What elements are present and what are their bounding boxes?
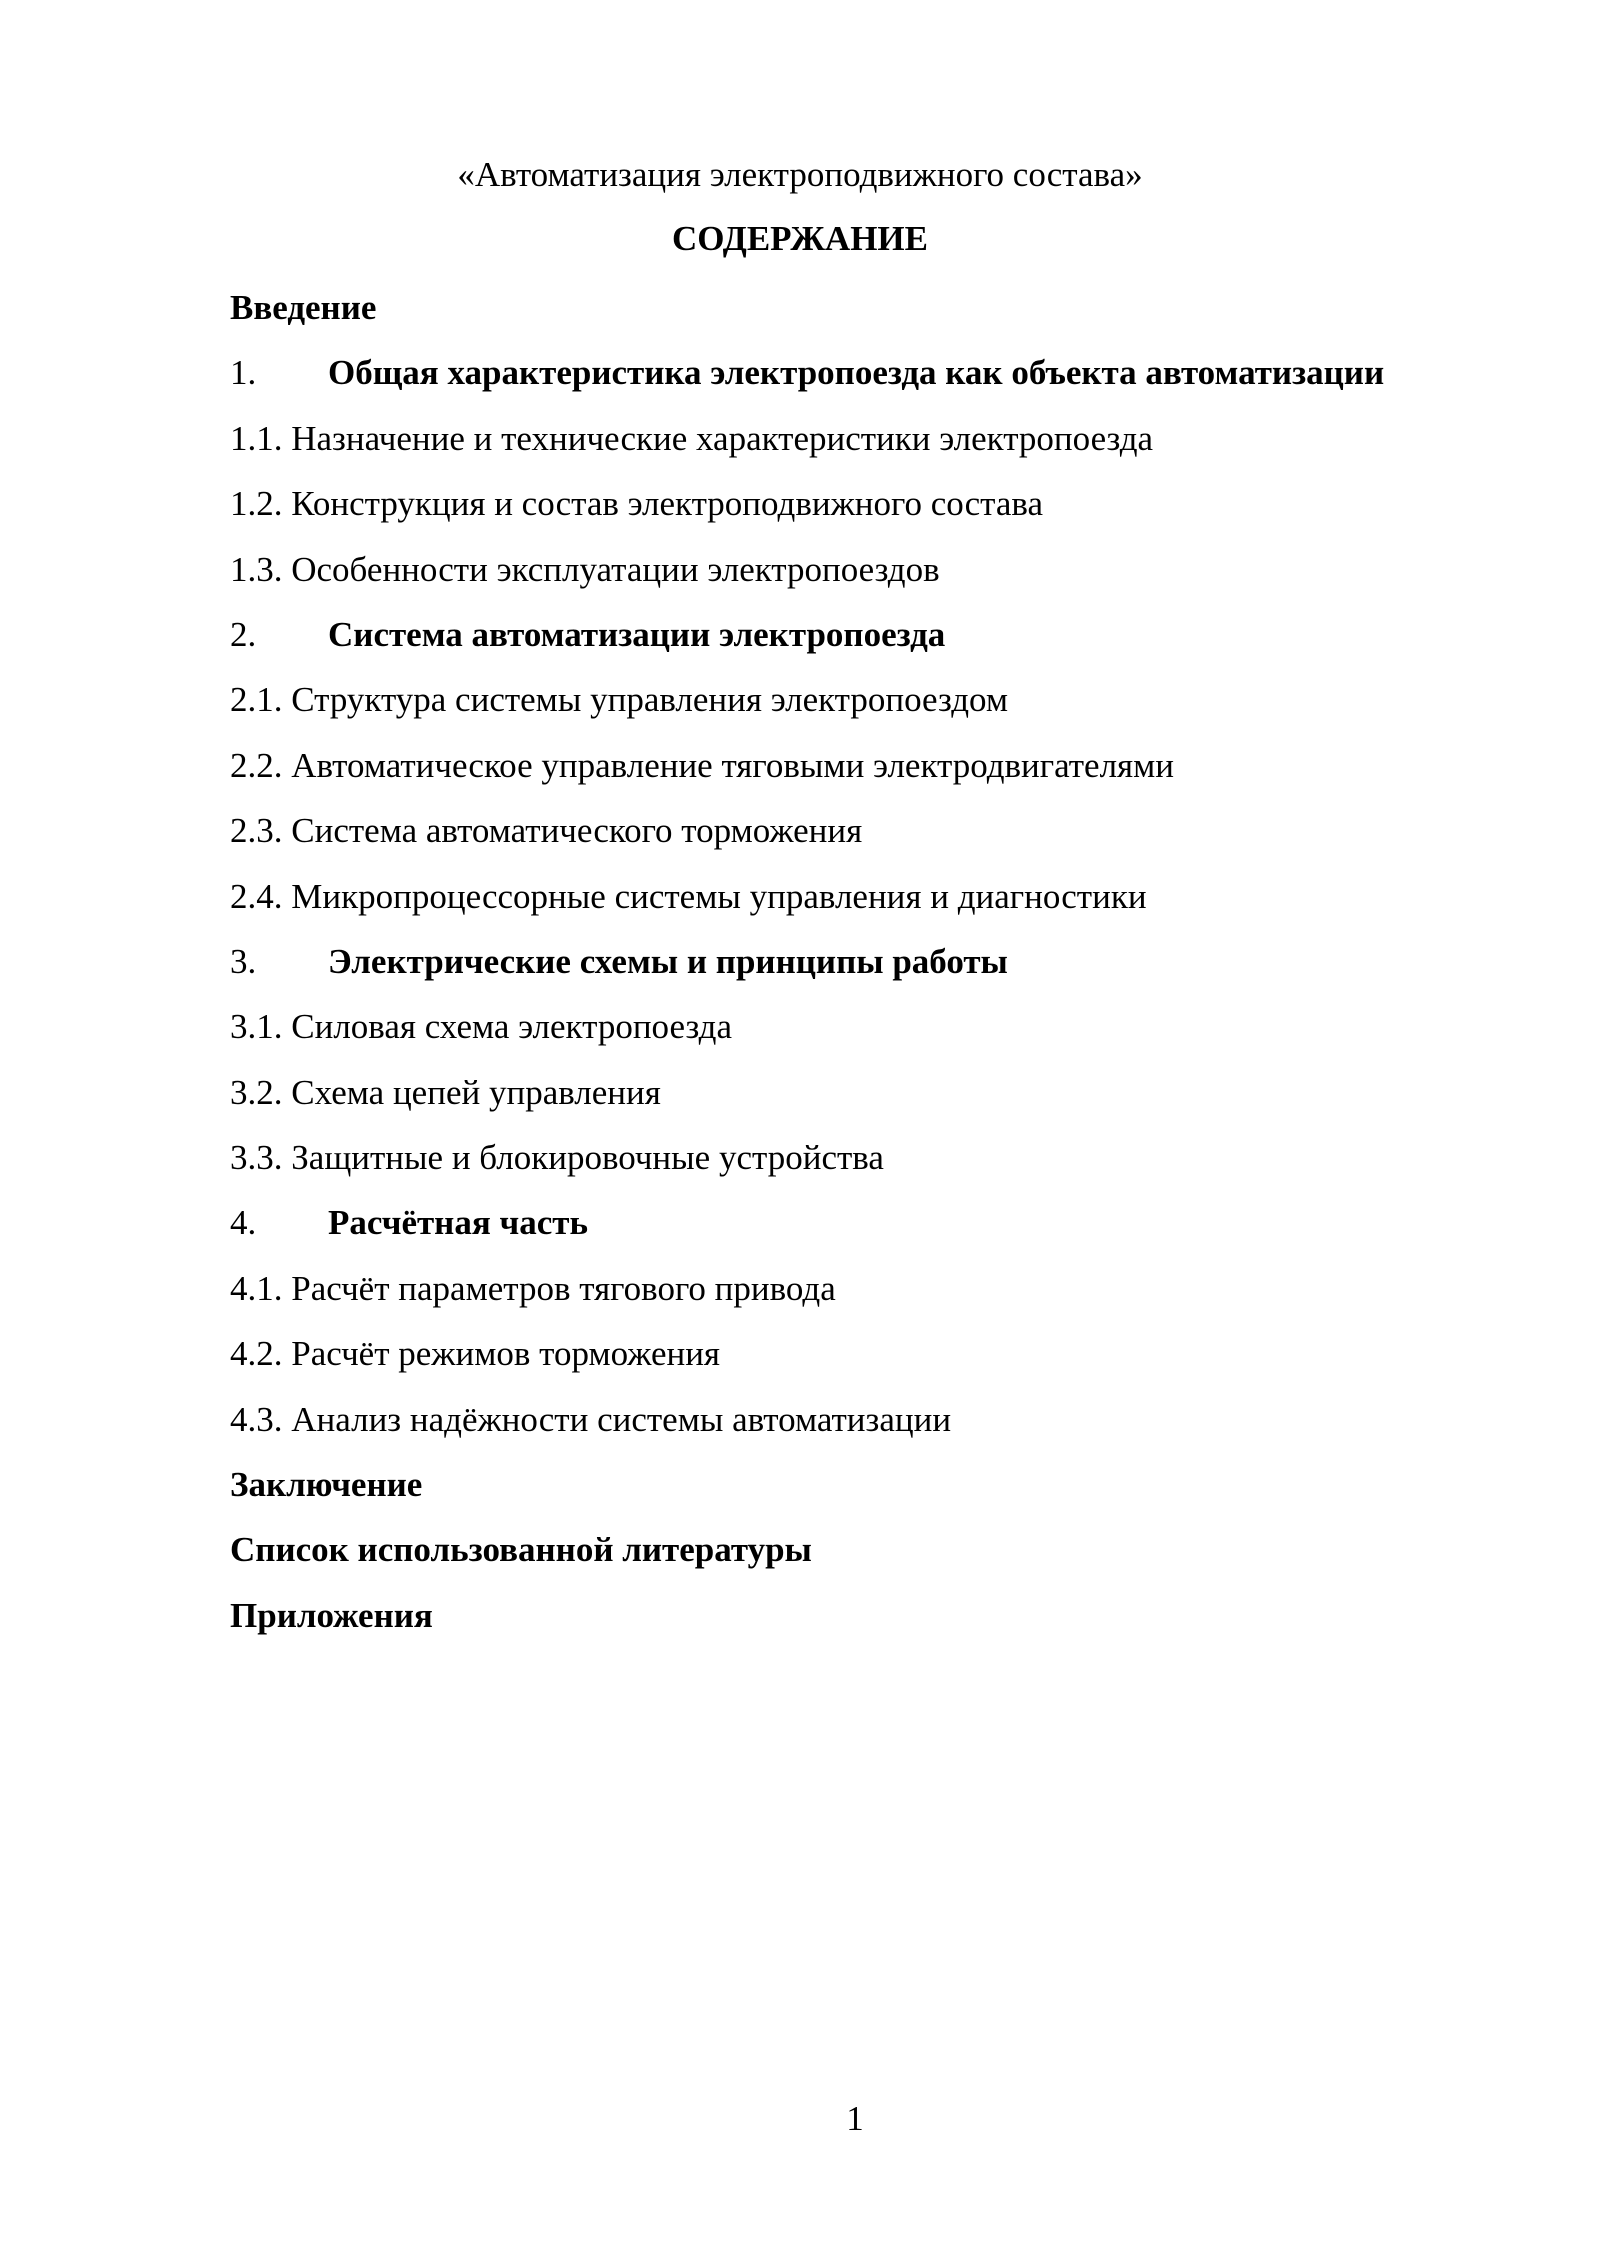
toc-entry-number: 1. — [230, 353, 257, 393]
document-title: «Автоматизация электроподвижного состава» — [457, 155, 1143, 194]
toc-entry — [230, 1588, 1560, 1653]
toc-entry-title: Электрические схемы и принципы работы — [328, 941, 1008, 981]
toc-entry — [230, 1326, 1560, 1391]
toc-entry-title: Общая характеристика электропоезда как объекта автоматизации — [328, 353, 1385, 393]
toc-entry-title: 4.2. Расчёт режимов торможения — [230, 1334, 721, 1374]
toc-entry-title: 3.3. Защитные и блокировочные устройства — [230, 1138, 884, 1178]
toc-entry-title: 1.3. Особенности эксплуатации электропоездов — [230, 549, 940, 589]
toc-entry-title: Список использованной литературы — [230, 1530, 812, 1570]
toc-entry — [230, 1522, 1560, 1587]
toc-entry — [230, 1392, 1560, 1457]
toc-entry-title: 2.3. Система автоматического торможения — [230, 811, 863, 851]
toc-entry — [230, 411, 1560, 476]
toc-entry — [230, 934, 1560, 999]
toc-entry — [230, 1195, 1560, 1260]
toc-entry-number: 2. — [230, 614, 257, 654]
page-number: 1 — [846, 2099, 864, 2138]
toc-entry — [230, 1065, 1560, 1130]
toc-entry — [230, 345, 1560, 410]
toc-entry — [230, 803, 1560, 868]
toc-entry — [230, 672, 1560, 737]
toc-entry-number: 4. — [230, 1203, 257, 1243]
toc-entry-title: 2.4. Микропроцессорные системы управления и диагностики — [230, 876, 1147, 916]
table-of-contents — [230, 280, 1560, 1653]
toc-heading: СОДЕРЖАНИЕ — [671, 219, 928, 258]
toc-entry-title: 1.2. Конструкция и состав электроподвижного состава — [230, 484, 1044, 524]
toc-entry-title: 3.2. Схема цепей управления — [230, 1072, 661, 1112]
toc-entry-number: 3. — [230, 941, 257, 981]
toc-entry — [230, 1457, 1560, 1522]
toc-entry-title: Заключение — [230, 1465, 423, 1505]
toc-entry — [230, 542, 1560, 607]
toc-entry-title: 3.1. Силовая схема электропоезда — [230, 1007, 732, 1047]
toc-entry-title: Расчётная часть — [328, 1203, 589, 1243]
toc-entry — [230, 1130, 1560, 1195]
toc-entry-title: Введение — [230, 288, 377, 327]
toc-entry-title: 2.2. Автоматическое управление тяговыми электродвигателями — [230, 745, 1175, 785]
toc-entry — [230, 476, 1560, 541]
toc-entry — [230, 607, 1560, 672]
toc-entry-title: 4.1. Расчёт параметров тягового привода — [230, 1268, 836, 1308]
toc-entry-title: 4.3. Анализ надёжности системы автоматизации — [230, 1399, 952, 1439]
toc-entry-title: Система автоматизации электропоезда — [328, 614, 946, 654]
toc-entry — [230, 1261, 1560, 1326]
toc-entry-title: 1.1. Назначение и технические характеристики электропоезда — [230, 418, 1154, 458]
toc-entry — [230, 869, 1560, 934]
toc-entry-title: 2.1. Структура системы управления электропоездом — [230, 680, 1008, 720]
toc-entry — [230, 280, 1560, 345]
toc-entry — [230, 738, 1560, 803]
toc-entry — [230, 999, 1560, 1064]
toc-entry-title: Приложения — [230, 1595, 433, 1635]
